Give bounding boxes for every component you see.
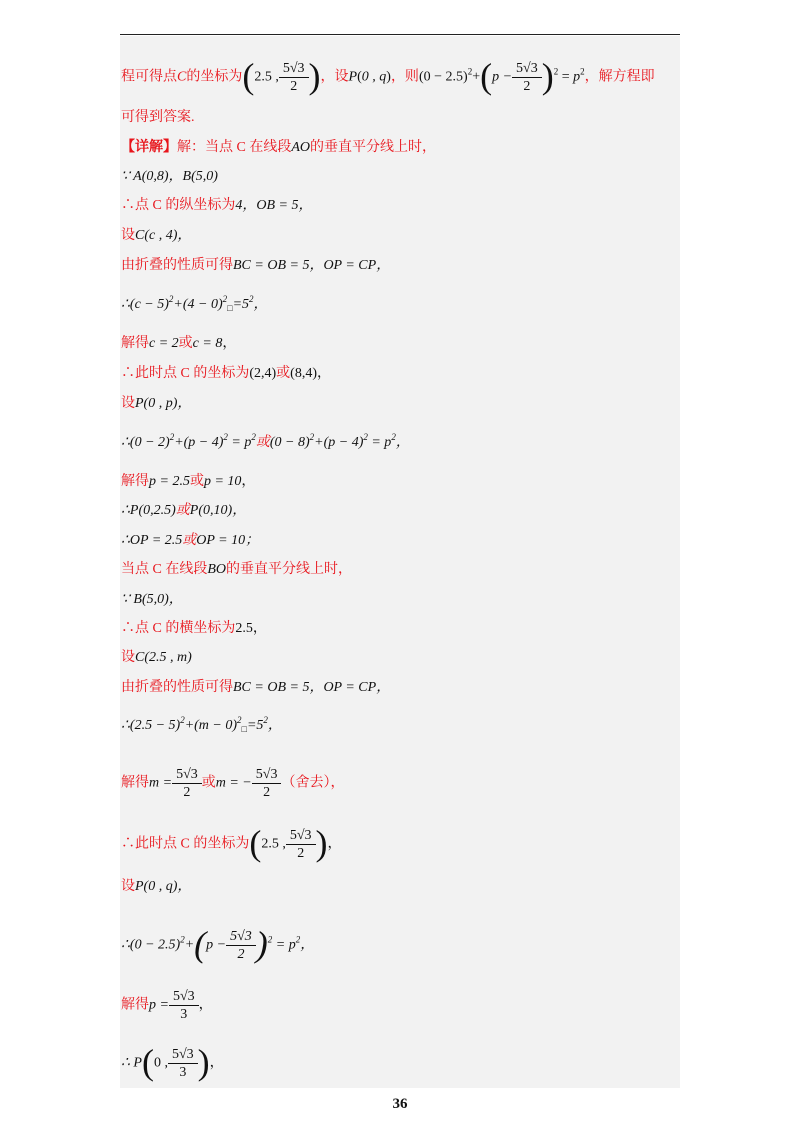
line-13: 解得p = 2.5或p = 10， [121, 474, 256, 489]
line-6: 设C(c , 4)， [121, 228, 192, 243]
line-8: ∴(c − $5)^2+(4 - 0)^2_□=5^2$， [121, 294, 268, 313]
line-26: 解得p = $\frac{5√3}{3}$ ， [121, 989, 213, 1022]
line-4: ∵ A(0,8)，B(5,0) [121, 169, 218, 184]
top-rule [120, 34, 680, 35]
line-22: 解得m = $\frac{5√3}{2}$ 或m = − $\frac{5√3}{2}$ （舍去）， [121, 767, 345, 800]
line-24: 设P(0 , q)， [121, 879, 192, 894]
line-25: ∴(0 − 2.5)$^2$+(p − $\frac{5√3}{2}$ )$^2 = p^2$， [121, 923, 315, 964]
line-2: 可得到答案. [121, 110, 195, 125]
line-21: ∴(2.5 − $5)^2+(m - 0)^2_□=5^2$， [121, 715, 282, 734]
line-27: ∴ P(0 , $\frac{5√3}{3}$ )， [121, 1041, 224, 1082]
line-3: 【详解】解：当点 C 在线段AO的垂直平分线上时， [121, 140, 437, 155]
line-17: ∵ B(5,0)， [121, 592, 183, 607]
line-14: ∴P(0,2.5)或P(0,10)， [121, 503, 247, 518]
line-20: 由折叠的性质可得BC = OB = 5，OP = CP， [121, 680, 391, 695]
line-7: 由折叠的性质可得BC = OB = 5，OP = CP， [121, 258, 391, 273]
line-12: ∴(0 − $2)^2+(p - 4)^2 = p^2$或$(0 - 8)^2+(p - 4)^2 = p^2$， [121, 432, 410, 450]
line-1: 程可得点C的坐标为(2.5 , $\frac{5√3}{2}$ )，设P(0 , q)，则$(0 - 2.5)^2+(p$ − $\frac{5√3}{2}$ )$^2 = p^2$，解方程即 [121, 55, 655, 96]
line-19: 设C(2.5 , m) [121, 650, 192, 665]
line-9: 解得c = 2或c = 8， [121, 336, 237, 351]
line-5: ∴点 C 的纵坐标为4，OB = 5， [121, 198, 313, 213]
line-10: ∴此时点 C 的坐标为(2,4)或(8,4)， [121, 366, 331, 381]
line-16: 当点 C 在线段BO的垂直平分线上时， [121, 562, 353, 577]
line-15: ∴OP = 2.5或OP = 10； [121, 533, 260, 548]
page-number: 36 [392, 1096, 408, 1112]
line-11: 设P(0 , p)， [121, 396, 192, 411]
line-23: ∴此时点 C 的坐标为(2.5 , $\frac{5√3}{2}$ )， [121, 822, 342, 863]
line-18: ∴点 C 的横坐标为2.5， [121, 621, 267, 636]
